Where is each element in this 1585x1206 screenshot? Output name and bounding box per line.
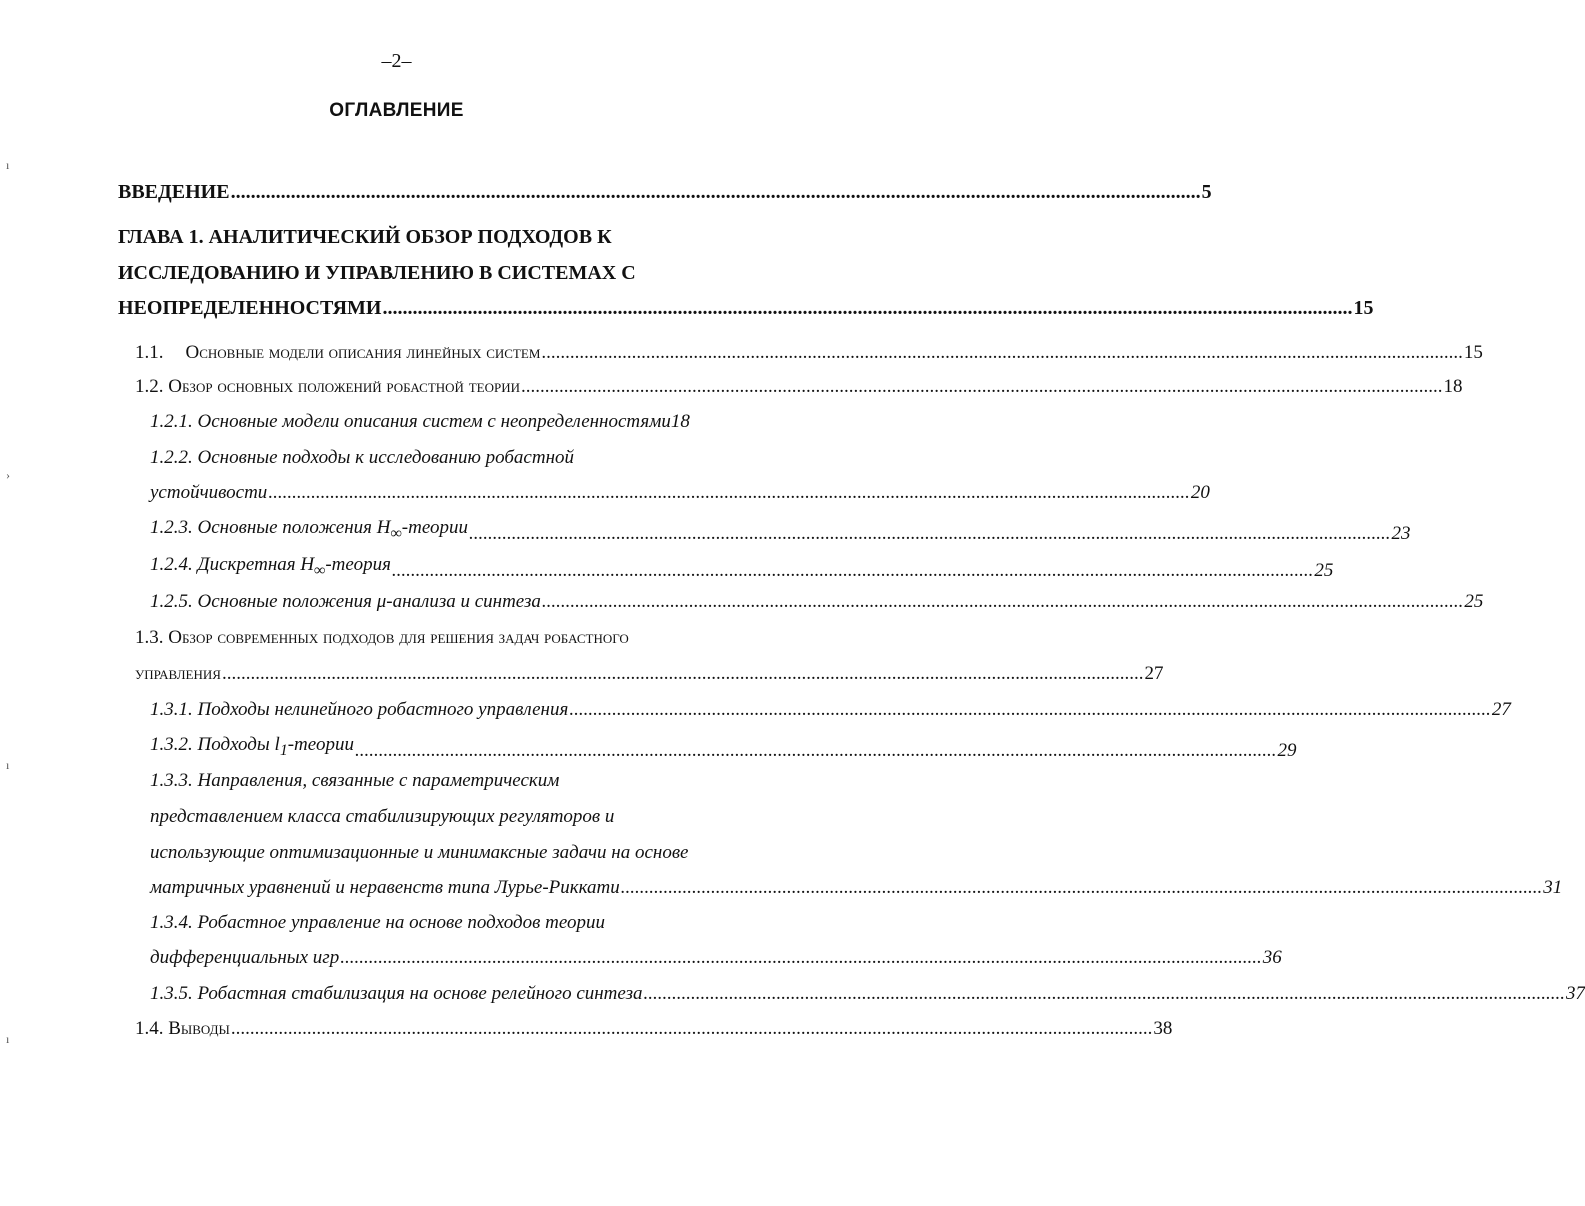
toc-page-number: 25 [1314, 559, 1334, 581]
toc-page-number: 20 [1190, 482, 1210, 503]
toc-entry-1-3-line-1[interactable]: 1.3. Обзор современных подходов для решения задач робастного [135, 627, 629, 648]
toc-entry-text: НЕОПРЕДЕЛЕННОСТЯМИ [118, 297, 382, 319]
toc-page-number: 5 [1201, 181, 1212, 203]
toc-entry-text [150, 516, 468, 546]
toc-entry-1-3-3-line-3[interactable]: использующие оптимизационные и минимаксные задачи на основе [150, 842, 689, 863]
toc-entry-text: 1.3.5. Робастная стабилизация на основе релейного синтеза [150, 983, 643, 1004]
toc-leader: .................................................................................................................................................................................................. [382, 297, 1353, 319]
toc-page-number: 29 [1277, 739, 1297, 761]
toc-entry-1-2-2-line-1[interactable]: 1.2.2. Основные подходы к исследованию робастной [150, 447, 575, 468]
infinity-subscript: ∞ [390, 524, 402, 542]
toc-leader: .................................................................................................................................................................................................. [230, 181, 1201, 203]
toc-page-number: 38 [1153, 1018, 1173, 1039]
toc-entry-1-2-1[interactable] [150, 410, 694, 434]
toc-entry-1-2-3[interactable] [150, 516, 1411, 546]
margin-mark: ı [6, 758, 10, 772]
toc-entry-introduction[interactable] [118, 180, 1212, 204]
toc-entry-chapter-1[interactable] [118, 296, 1374, 320]
toc-entry-1-3-1[interactable] [150, 698, 1511, 722]
toc-leader: .................................................................................................................................................................................................. [541, 591, 1464, 612]
subscript-one: 1 [279, 741, 288, 759]
toc-page-number: 37 [1566, 983, 1585, 1004]
toc-page-number: 31 [1543, 877, 1563, 898]
toc-entry-1-2[interactable] [135, 375, 1463, 399]
toc-entry-chapter-1-line-1[interactable]: ГЛАВА 1. АНАЛИТИЧЕСКИЙ ОБЗОР ПОДХОДОВ К [118, 226, 612, 248]
toc-page-number: 23 [1391, 522, 1411, 544]
toc-leader: .................................................................................................................................................................................................. [569, 699, 1491, 720]
toc-entry-text [150, 553, 391, 583]
toc-leader: .................................................................................................................................................................................................. [230, 1018, 1153, 1039]
toc-leader: .................................................................................................................................................................................................. [221, 663, 1144, 684]
toc-entry-text: 1.2.1. Основные модели описания систем с неопределенностями [150, 411, 671, 432]
margin-mark: ı [6, 1032, 10, 1046]
toc-entry-1-3-3-line-2[interactable]: представлением класса стабилизирующих регуляторов и [150, 806, 615, 827]
toc-leader: .................................................................................................................................................................................................. [268, 482, 1190, 503]
toc-page-number: 15 [1353, 297, 1374, 319]
toc-entry-text: 1.2. Обзор основных положений робастной теории [135, 376, 520, 397]
page-number: –2– [381, 50, 412, 72]
toc-entry-text: 1.2.5. Основные положения μ-анализа и синтеза [150, 591, 541, 612]
toc-entry-chapter-1-line-2[interactable]: ИССЛЕДОВАНИЮ И УПРАВЛЕНИЮ В СИСТЕМАХ С [118, 262, 636, 284]
toc-entry-text-part: 1.2.4. Дискретная H [150, 554, 315, 575]
toc-entry-1-3[interactable] [135, 662, 1164, 686]
toc-entry-1-3-5[interactable] [150, 982, 1585, 1006]
toc-entry-text-part: 1.2.3. Основные положения H [150, 517, 391, 538]
toc-leader: .................................................................................................................................................................................................. [391, 559, 1314, 581]
toc-entry-text: ВВЕДЕНИЕ [118, 181, 230, 203]
toc-entry-1-3-3-line-1[interactable]: 1.3.3. Направления, связанные с параметрическим [150, 770, 560, 791]
toc-entry-1-4[interactable] [135, 1017, 1173, 1041]
toc-entry-text: Основные модели описания линейных систем [185, 342, 541, 363]
toc-page-number: 18 [1443, 376, 1463, 397]
margin-mark: › [6, 468, 10, 482]
infinity-subscript: ∞ [314, 561, 326, 579]
toc-leader: .................................................................................................................................................................................................. [340, 947, 1262, 968]
toc-entry-1-3-4[interactable] [150, 946, 1282, 970]
margin-mark: ı [6, 158, 10, 172]
toc-leader: .................................................................................................................................................................................................. [469, 522, 1391, 544]
toc-leader: .................................................................................................................................................................................................. [520, 376, 1443, 397]
toc-entry-1-3-2[interactable] [150, 733, 1297, 763]
toc-entry-1-3-3[interactable] [150, 876, 1563, 900]
toc-entry-text: 1.3.1. Подходы нелинейного робастного управления [150, 699, 569, 720]
toc-entry-text-part: -теории [287, 734, 354, 755]
toc-entry-text-part: -теория [325, 554, 391, 575]
toc-entry-text: управления [135, 663, 221, 684]
toc-page-number: 25 [1464, 591, 1484, 612]
toc-page-number: 18 [670, 411, 690, 432]
toc-page-number: 27 [1144, 663, 1164, 684]
page-title: ОГЛАВЛЕНИЕ [329, 100, 464, 121]
toc-page-number: 36 [1262, 947, 1282, 968]
toc-entry-text-part: 1.3.2. Подходы l [150, 734, 280, 755]
toc-leader: .................................................................................................................................................................................................. [354, 739, 1277, 761]
toc-entry-1-2-4[interactable] [150, 553, 1334, 583]
toc-entry-text: дифференциальных игр [150, 947, 340, 968]
toc-entry-text [150, 733, 354, 763]
toc-page-number: 15 [1463, 342, 1483, 363]
toc-entry-number: 1.1. [135, 342, 164, 363]
toc-entry-1-2-2[interactable] [150, 481, 1210, 505]
toc-leader: .................................................................................................................................................................................................. [541, 342, 1463, 363]
toc-leader: .................................................................................................................................................................................................. [620, 877, 1543, 898]
toc-entry-text: матричных уравнений и неравенств типа Лурье-Риккати [150, 877, 620, 898]
toc-entry-text-part: -теории [401, 517, 468, 538]
toc-entry-1-3-4-line-1[interactable]: 1.3.4. Робастное управление на основе подходов теории [150, 912, 606, 933]
toc-entry-text: устойчивости [150, 482, 268, 503]
toc-page-number: 27 [1491, 699, 1511, 720]
toc-entry-text: 1.4. Выводы [135, 1018, 230, 1039]
toc-entry-1-1[interactable] [135, 341, 1483, 365]
toc-leader: .................................................................................................................................................................................................. [643, 983, 1565, 1004]
toc-entry-1-2-5[interactable] [150, 590, 1484, 614]
